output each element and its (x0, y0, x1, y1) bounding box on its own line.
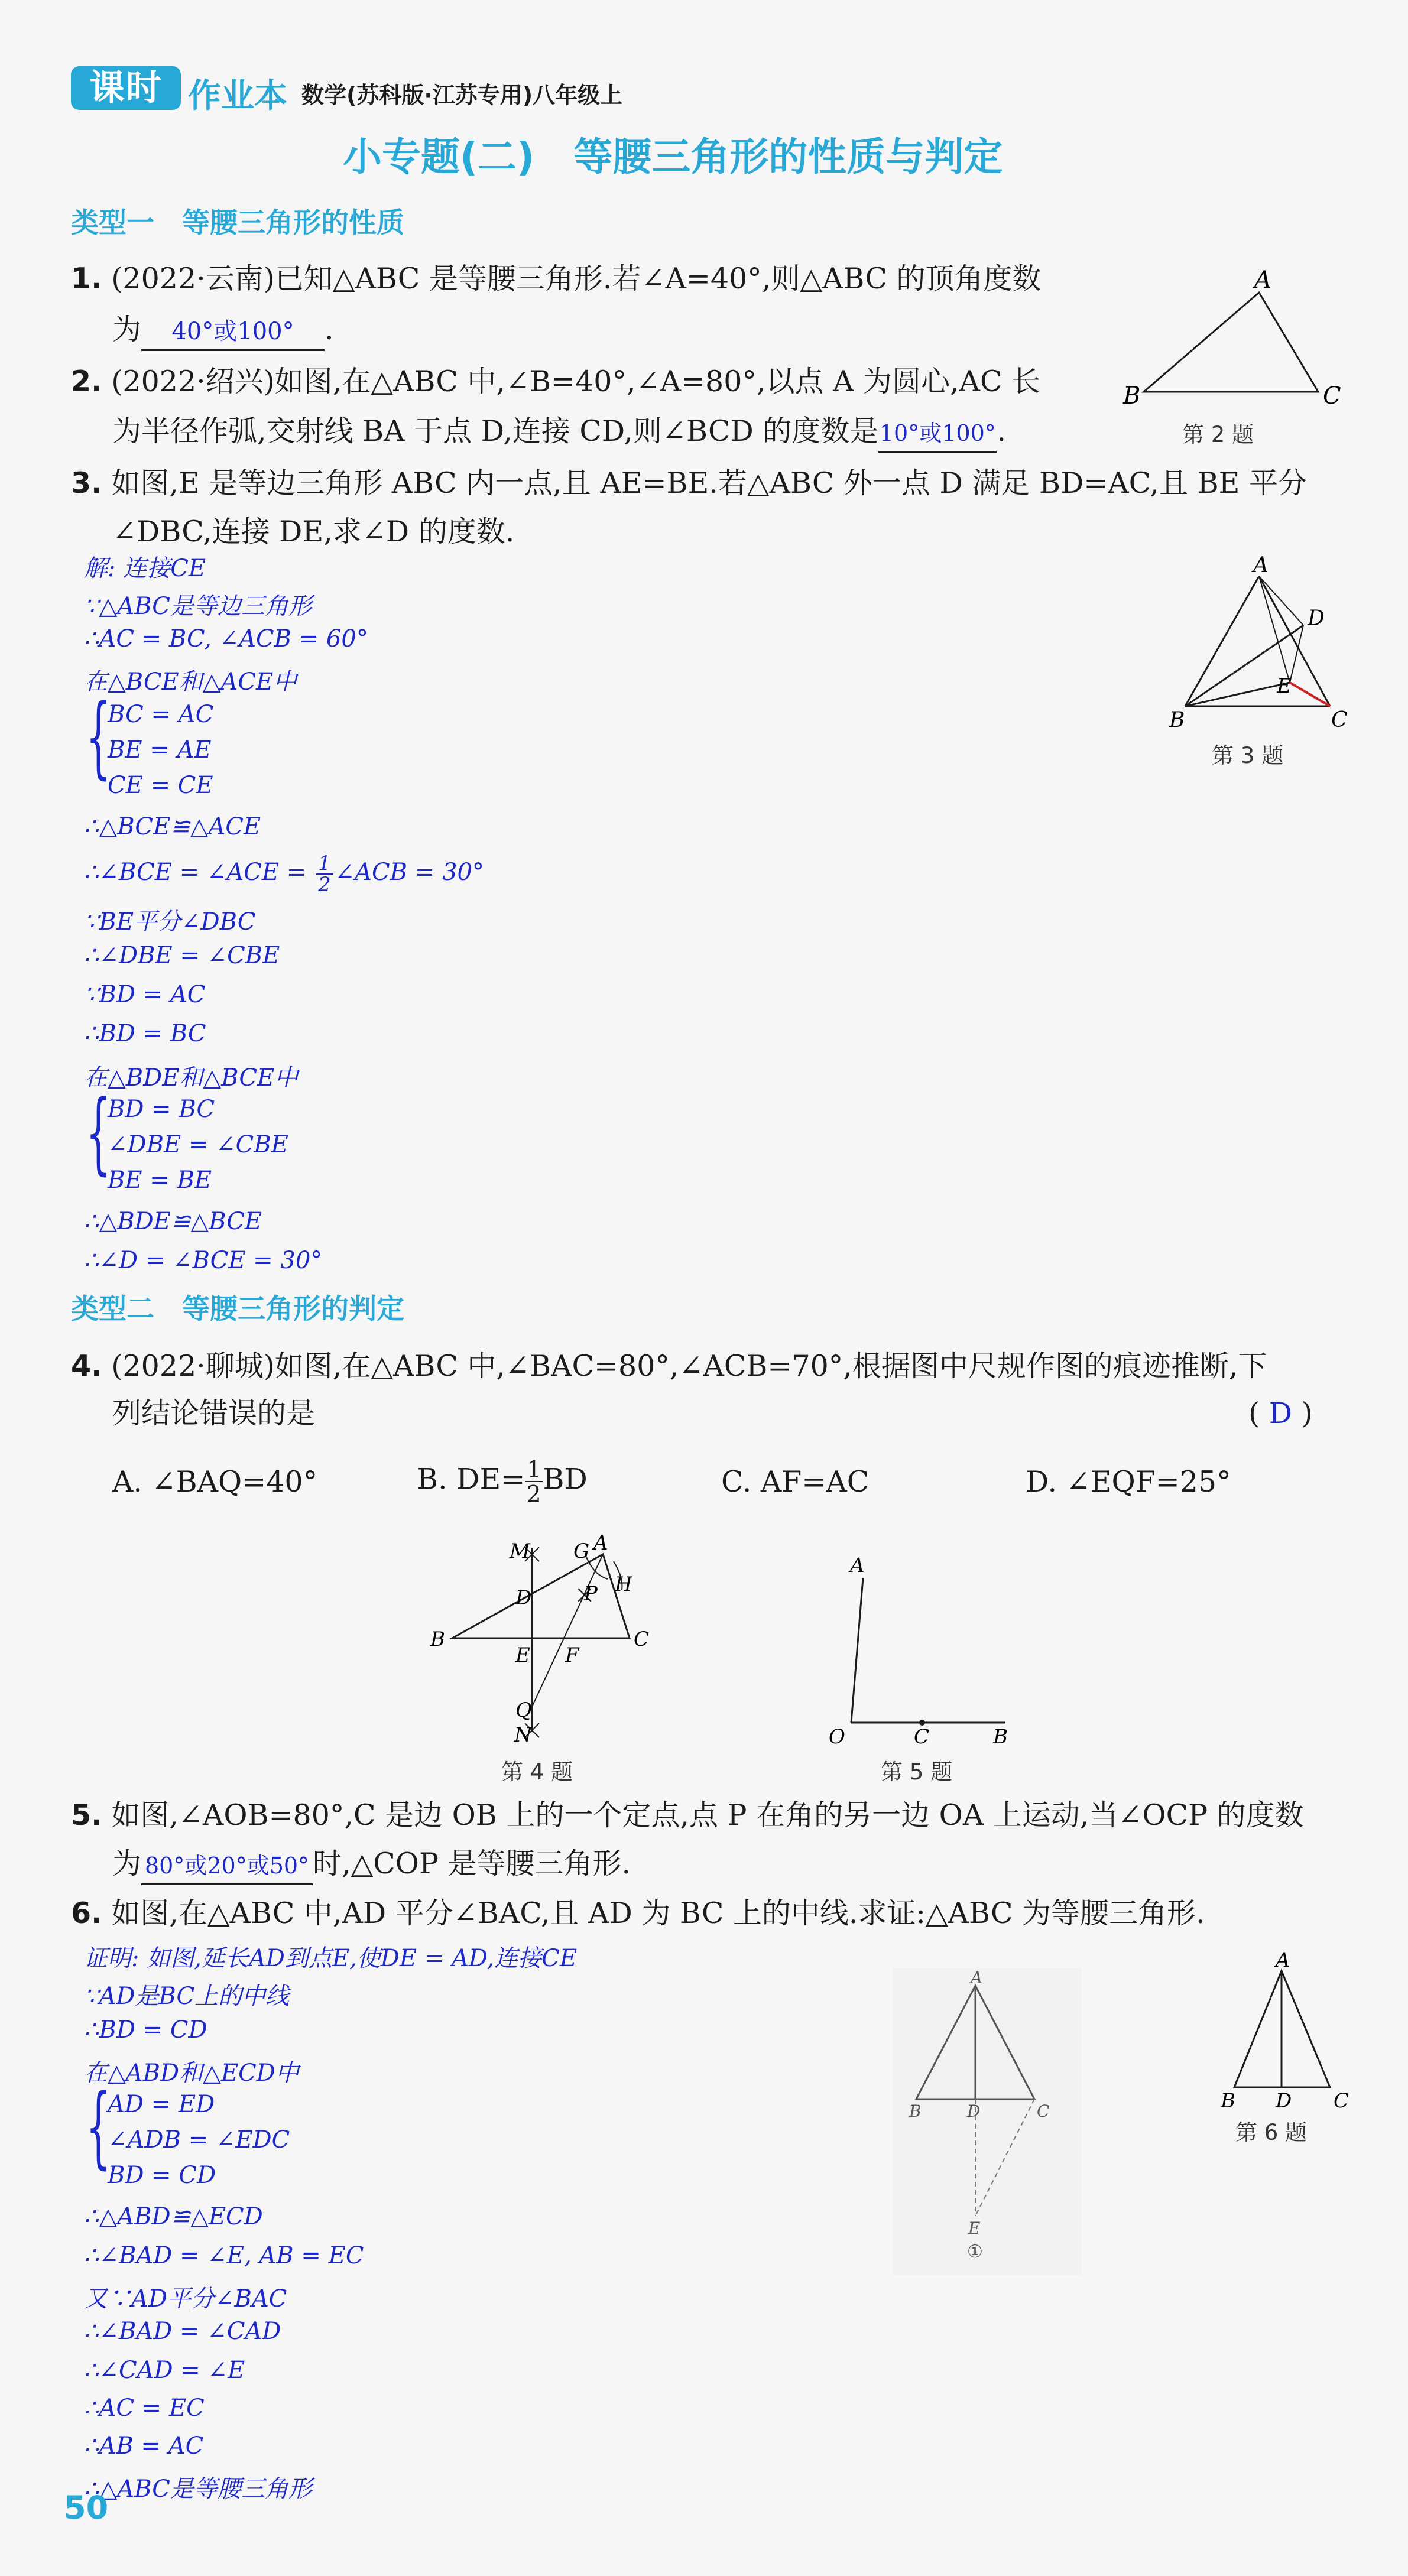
figure-6-solution (893, 1968, 1082, 2275)
question-5-line1: 5. 如图,∠AOB=80°,C 是边 OB 上的一个定点,点 P 在角的另一边 OA 上运动,当∠OCP 的度数 (71, 1798, 1304, 1832)
fig3-label-e: E (1277, 674, 1292, 698)
fig6-label-b: B (1221, 2089, 1235, 2113)
sol6-line: ∴△ABD≌△ECD (84, 2203, 263, 2230)
figure-3-caption: 第 3 题 (1212, 743, 1284, 768)
fig6s-label-c: C (1037, 2101, 1050, 2121)
fig4-label-c: C (634, 1628, 650, 1651)
q5-answer: 80°或20°或50° (144, 1853, 310, 1879)
figure-5-caption: 第 5 题 (881, 1759, 953, 1785)
sol3-line: ∴BD = BC (84, 1020, 206, 1047)
sol6-line: 又∵AD平分∠BAC (84, 2285, 287, 2312)
question-4-answer: ( D ) (1248, 1396, 1313, 1430)
figure-4 (426, 1525, 662, 1761)
fig4-label-a: A (593, 1531, 608, 1555)
section-heading-2: 类型二 等腰三角形的判定 (71, 1293, 404, 1326)
question-2-line2: 为半径作弧,交射线 BA 于点 D,连接 CD,则∠BCD 的度数是10°或100°. (112, 414, 1006, 453)
sol6-line: ∴AB = AC (84, 2432, 204, 2460)
q4-option-b: B. DE= $\frac{1}{2}$ BD (417, 1456, 588, 1507)
sol6-line: ∴∠BAD = ∠E, AB = EC (84, 2242, 364, 2269)
sol3-line: ∵BE平分∠DBC (84, 908, 256, 935)
brace-icon: { (86, 1081, 111, 1184)
sol3-brace-line: BD = BC (108, 1096, 215, 1123)
sol3-line: ∵BD = AC (84, 981, 206, 1008)
page-number: 50 (64, 2489, 109, 2526)
fig2-label-a: A (1254, 269, 1271, 294)
question-5-line2: 为 80°或20°或50° 时,△COP 是等腰三角形. (112, 1846, 631, 1885)
sol6-line: ∴△ABC是等腰三角形 (84, 2476, 312, 2503)
fig6-label-a: A (1276, 1950, 1290, 1972)
fig6s-label-a: A (971, 1968, 983, 1987)
brand-badge: 课时 (71, 66, 181, 110)
section-heading-1: 类型一 等腰三角形的性质 (71, 207, 404, 239)
sol6-line: ∴∠CAD = ∠E (84, 2357, 245, 2384)
question-2-line1: 2. (2022·绍兴)如图,在△ABC 中,∠B=40°,∠A=80°,以点 A 为圆心,AC 长 (71, 365, 1041, 398)
fig5-label-c: C (914, 1725, 930, 1749)
sol6-line: ∴AC = EC (84, 2395, 205, 2422)
fig4-label-b: B (430, 1628, 445, 1651)
fig3-label-b: B (1169, 708, 1185, 732)
q4-option-a: A. ∠BAQ=40° (112, 1465, 318, 1499)
question-6-line1: 6. 如图,在△ABC 中,AD 平分∠BAC,且 AD 为 BC 上的中线.求证:△ABC 为等腰三角形. (71, 1896, 1205, 1930)
figure-6 (1218, 1950, 1371, 2127)
sol3-line: 在△BDE和△BCE中 (84, 1064, 299, 1092)
subject-line: 数学(苏科版·江苏专用)八年级上 (301, 82, 623, 108)
sol6-line: ∴∠BAD = ∠CAD (84, 2318, 281, 2345)
sol3-line: ∵△ABC是等边三角形 (84, 593, 312, 620)
sol6-line: ∵AD是BC上的中线 (84, 1983, 290, 2010)
figure-3 (1159, 556, 1360, 733)
fig6-label-c: C (1334, 2089, 1349, 2113)
fig4-label-d: D (515, 1586, 532, 1610)
circled-one-label: ① (967, 2242, 983, 2262)
brace-icon: { (86, 686, 111, 788)
sol6-line: ∴BD = CD (84, 2016, 207, 2044)
brand-title: 作业本 (188, 77, 287, 115)
fig6s-label-d: D (967, 2101, 981, 2121)
fig2-label-c: C (1323, 382, 1341, 410)
fig5-label-b: B (993, 1725, 1008, 1749)
figure-6-caption: 第 6 题 (1235, 2120, 1308, 2145)
sol3-brace-line: BE = AE (108, 736, 212, 764)
fig5-label-a: A (850, 1554, 865, 1577)
q4-option-d: D. ∠EQF=25° (1026, 1465, 1231, 1499)
fig6-label-d: D (1276, 2089, 1292, 2113)
fig2-triangle (1144, 293, 1318, 392)
sol3-line: ∴AC = BC, ∠ACB = 60° (84, 625, 368, 652)
sol3-brace-line: ∠DBE = ∠CBE (108, 1131, 288, 1158)
question-1-line2: 为 40°或100° . (112, 312, 334, 351)
fig6s-label-b: B (909, 2101, 922, 2121)
fig4-triangle (452, 1554, 630, 1638)
fig3-label-a: A (1253, 556, 1269, 577)
sol6-line: 证明: 如图,延长AD到点E,使DE = AD,连接CE (84, 1945, 578, 1972)
fig4-label-g: G (573, 1539, 590, 1563)
fig3-label-c: C (1331, 708, 1348, 732)
figure-2-caption: 第 2 题 (1182, 422, 1254, 447)
fig5-label-o: O (829, 1725, 845, 1749)
sol6-line: 在△ABD和△ECD中 (84, 2059, 299, 2087)
q2-answer: 10°或100° (879, 420, 996, 446)
fig4-label-e: E (515, 1643, 530, 1667)
sol6-brace-line: ∠ADB = ∠EDC (108, 2126, 290, 2153)
sol3-line: ∴∠DBE = ∠CBE (84, 942, 280, 969)
sol3-line: ∴△BCE≌△ACE (84, 813, 261, 840)
sol6-brace-line: BD = CD (108, 2162, 216, 2189)
sol6-brace-line: AD = ED (108, 2091, 215, 2118)
sol3-line: 解: 连接CE (84, 555, 206, 582)
sol3-brace-line: BC = AC (108, 701, 214, 728)
fig4-label-n: N (514, 1723, 532, 1747)
sol3-brace-line: BE = BE (108, 1167, 212, 1194)
page-title: 小专题(二) 等腰三角形的性质与判定 (343, 134, 1003, 180)
fig4-label-p: P (584, 1582, 598, 1606)
brace-icon: { (86, 2075, 111, 2178)
question-3-line1: 3. 如图,E 是等边三角形 ABC 内一点,且 AE=BE.若△ABC 外一点 D 满足 BD=AC,且 BE 平分 (71, 466, 1307, 500)
sol3-line-fraction: ∴∠BCE = ∠ACE = $\frac{1}{2}$ ∠ACB = 30° (84, 852, 484, 896)
sol3-brace-line: CE = CE (108, 772, 213, 799)
fig3-label-d: D (1308, 606, 1325, 631)
question-1-line1: 1. (2022·云南)已知△ABC 是等腰三角形.若∠A=40°,则△ABC 的顶角度数 (71, 262, 1042, 295)
question-4-line2: 列结论错误的是 (112, 1396, 316, 1430)
fig4-label-m: M (510, 1539, 530, 1563)
sol3-line: ∴∠D = ∠BCE = 30° (84, 1247, 323, 1274)
fig4-label-q: Q (515, 1698, 532, 1722)
figure-4-caption: 第 4 题 (501, 1759, 573, 1785)
q1-answer: 40°或100° (171, 318, 294, 345)
fig4-label-h: H (615, 1573, 632, 1596)
fig6s-label-e: E (968, 2218, 981, 2238)
figure-5 (816, 1536, 1029, 1749)
fig4-label-f: F (565, 1643, 579, 1667)
sol3-line: ∴△BDE≌△BCE (84, 1208, 262, 1235)
sol3-line: 在△BCE和△ACE中 (84, 668, 297, 696)
question-4-line1: 4. (2022·聊城)如图,在△ABC 中,∠BAC=80°,∠ACB=70°,根据图中尺规作图的痕迹推断,下 (71, 1349, 1267, 1383)
fig2-label-b: B (1123, 382, 1141, 410)
question-3-line2: ∠DBC,连接 DE,求∠D 的度数. (112, 515, 515, 548)
q4-option-c: C. AF=AC (721, 1465, 870, 1499)
